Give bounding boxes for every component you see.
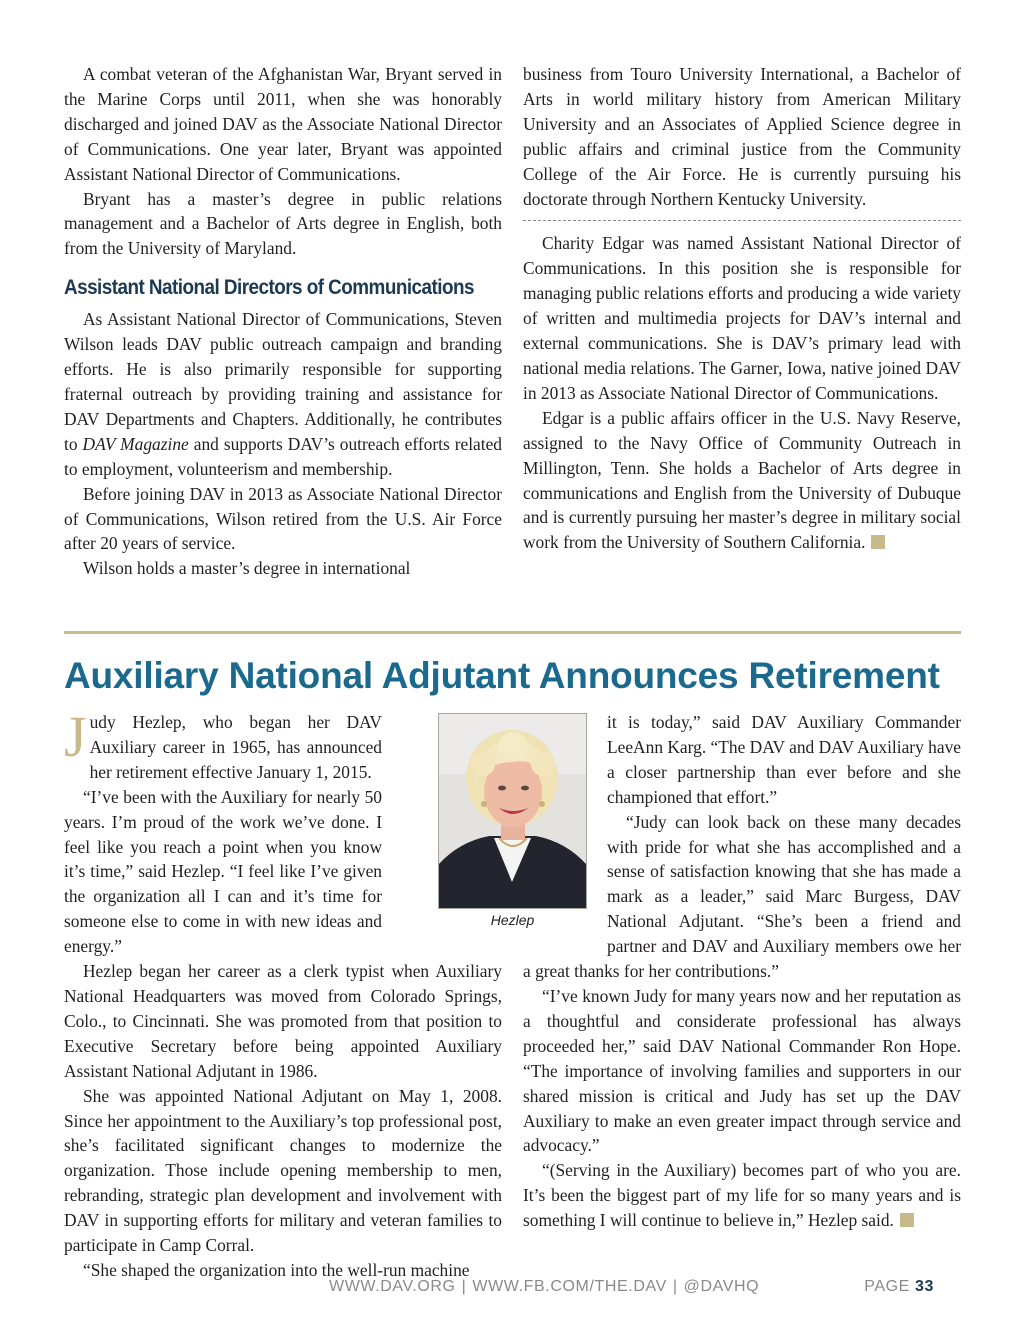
drop-cap: J: [64, 704, 87, 769]
footer-twitter-handle[interactable]: @DAVHQ: [683, 1278, 760, 1295]
column-bottom-right: [523, 710, 961, 1233]
text-run: udy Hezlep, who began her DAV Auxiliary career in 1965, has announced her retirement effective January 1, 2015.: [89, 712, 382, 782]
footer-website-link[interactable]: WWW.DAV.ORG: [329, 1278, 456, 1295]
end-mark-icon: [900, 1213, 914, 1227]
paragraph: She was appointed National Adjutant on May 1, 2008. Since her appointment to the Auxiliary’s top professional post, she’s facilitated significant changes to modernize the organization. Those include opening membership to men, rebranding, strategic plan development and involvement with DAV in supporting efforts for military and veteran families to participate in Camp Corral.: [64, 1085, 502, 1256]
text-run: “(Serving in the Auxiliary) becomes part of who you are. It’s been the biggest part of my life for so many years and is something I will continue to believe in,” Hezlep said.: [523, 1160, 961, 1231]
paragraph: “I’ve been with the Auxiliary for nearly 50 years. I’m proud of the work we’ve done. I feel like you reach a point when you know it’s time,” said Hezlep. “I feel like I’ve given the organization all I can and it’s time for someone else to come in with new ideas and energy.”: [64, 786, 382, 957]
footer-facebook-link[interactable]: WWW.FB.COM/THE.DAV: [472, 1278, 667, 1295]
paragraph: Wilson holds a master’s degree in international: [83, 558, 411, 579]
portrait-illustration: [439, 714, 586, 908]
portrait-photo: [438, 713, 587, 909]
paragraph: Bryant has a master’s degree in public relations management and a Bachelor of Arts degree in English, both from the University of Maryland.: [64, 188, 502, 259]
page-label: PAGE: [864, 1278, 910, 1295]
text-run: and supports DAV’s outreach efforts related to employment, volunteerism and membership.: [64, 433, 503, 479]
column-top-right: [523, 62, 961, 555]
footer-separator: |: [672, 1278, 678, 1295]
footer-separator: |: [461, 1278, 467, 1295]
paragraph: Before joining DAV in 2013 as Associate National Director of Communications, Wilson retired from the U.S. Air Force after 20 years of service.: [64, 483, 502, 554]
paragraph: “She shaped the organization into the well-run machine: [83, 1259, 470, 1280]
column-top-left: [64, 62, 502, 581]
paragraph: “Judy can look back on these many decades with pride for what she has accomplished and a sense of satisfaction knowing that she has made a mark as a leader,” said Marc Burgess, DAV National Adjutant. “She’s been a friend and partner and DAV and Auxiliary members owe her a great thanks for her contributions.”: [523, 811, 961, 982]
magazine-title: DAV Magazine: [82, 433, 189, 454]
page-number: 33: [915, 1278, 934, 1295]
paragraph: Hezlep began her career as a clerk typist when Auxiliary National Headquarters was moved from Colorado Springs, Colo., to Cincinnati. She was promoted from that position to Executive Secretary before being appointed Auxiliary Assistant National Adjutant in 1986.: [64, 961, 502, 1081]
paragraph: business from Touro University International, a Bachelor of Arts in world military history from American Military University and an Associates of Applied Science degree in public affairs and criminal justice from the Community College of the Air Force. He is currently pursuing his doctorate through Northern Kentucky University.: [523, 64, 961, 209]
column-bottom-left: [64, 704, 502, 1283]
paragraph: Charity Edgar was named Assistant National Director of Communications. In this position she is responsible for managing public relations efforts and producing a wide variety of written and multimedia projects for DAV’s internal and external communications. She is DAV’s primary lead with national media relations. The Garner, Iowa, native joined DAV in 2013 as Associate National Director of Communications.: [523, 233, 961, 403]
page-number-block: [864, 1278, 934, 1296]
dotted-divider: [523, 220, 961, 221]
paragraph: [523, 1158, 961, 1233]
paragraph: “I’ve known Judy for many years now and her reputation as a thoughtful and considerate professional has always proceeded her,” said DAV National Commander Ron Hope. “The importance of involving families and supporters in our shared mission is critical and Judy has set up the DAV Auxiliary to make an even greater impact through service and advocacy.”: [523, 985, 961, 1156]
section-divider: [64, 631, 961, 634]
end-mark-icon: [871, 535, 885, 549]
article-headline: Auxiliary National Adjutant Announces Retirement: [64, 655, 940, 696]
paragraph: [64, 307, 502, 481]
text-run: Edgar is a public affairs officer in the U.S. Navy Reserve, assigned to the Navy Office of Community Outreach in Millington, Tenn. She holds a Bachelor of Arts degree in communications and English from the University of Dubuque and is currently pursuing her master’s degree in military social work from the University of Southern California.: [523, 407, 961, 553]
paragraph: it is today,” said DAV Auxiliary Commander LeeAnn Karg. “The DAV and DAV Auxiliary have a closer partnership than ever before and she championed that effort.”: [607, 712, 961, 807]
paragraph: A combat veteran of the Afghanistan War, Bryant served in the Marine Corps until 2011, when she was honorably discharged and joined DAV as the Associate National Director of Communications. One year later, Bryant was appointed Assistant National Director of Communications.: [64, 64, 502, 184]
section-subhead: Assistant National Directors of Communications: [64, 276, 474, 300]
photo-caption: Hezlep: [490, 912, 535, 928]
text-run: As Assistant National Director of Communications, Steven Wilson leads DAV public outreach campaign and branding efforts. He is also primarily responsible for supporting fraternal outreach by providing training and assistance for DAV Departments and Chapters. Additionally, he contributes to: [64, 309, 502, 454]
paragraph: [523, 406, 961, 555]
page-footer: [329, 1278, 979, 1296]
